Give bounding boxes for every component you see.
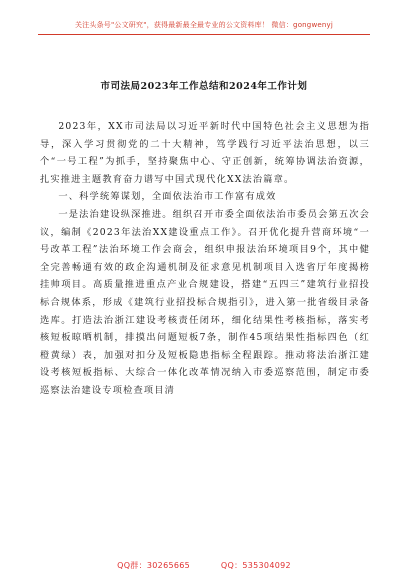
paragraph-main: 一是法治建设纵深推进。组织召开市委全面依法治市委员会第五次会议，编制《2023年法治XX建设重点工作》。召开优化提升营商环境“一号改革工程”法治环境工作会商会，组织申报法治环境项目9个，其中健全完善畅通有效的政企沟通机制及征求意见机制项目入选省厅年度揭榜挂帅项目。高质量推进重点产业合规建设，搭建“五四三”建筑行业招投标合规体系，形成《建筑行业招投标合规指引》，进入第一批省级目录备选库。打造法治浙江建设考核责任闭环，细化结果性考核指标，落实考核短板晾晒机制，排摸出问题短板7条，制作45项结果性指标四色（红橙黄绿）表，加强对扣分及短板隐患指标全程跟踪。推动将法治浙江建设考核短板指标、大综合一体化改革情况纳入市委巡察范围，制定市委巡察法治建设专项检查项目清: [40, 208, 371, 396]
paragraph-intro: 2023年，XX市司法局以习近平新时代中国特色社会主义思想为指导，深入学习贯彻党的二十大精神，笃学践行习近平法治思想，以三个“一号工程”为抓手，坚持聚焦中心、守正创新，统筹协调法治资源，扎实推进主题教育奋力谱写中国式现代化XX法治篇章。: [40, 121, 370, 185]
header-banner: 关注头条号"公文研究"，获得最新最全最专业的公文资料库！ 微信：gongwenyj: [38, 20, 370, 35]
footer-qq-group: QQ群：30265665: [117, 561, 191, 570]
document-title: 市司法局2023年工作总结和2024年工作计划: [100, 81, 308, 92]
footer-qq: QQ：535304092: [220, 561, 291, 570]
footer-contacts: [0, 560, 408, 571]
document-body: [40, 118, 370, 400]
section-heading: 一、科学统筹谋划，全面依法治市工作富有成效: [58, 191, 277, 203]
